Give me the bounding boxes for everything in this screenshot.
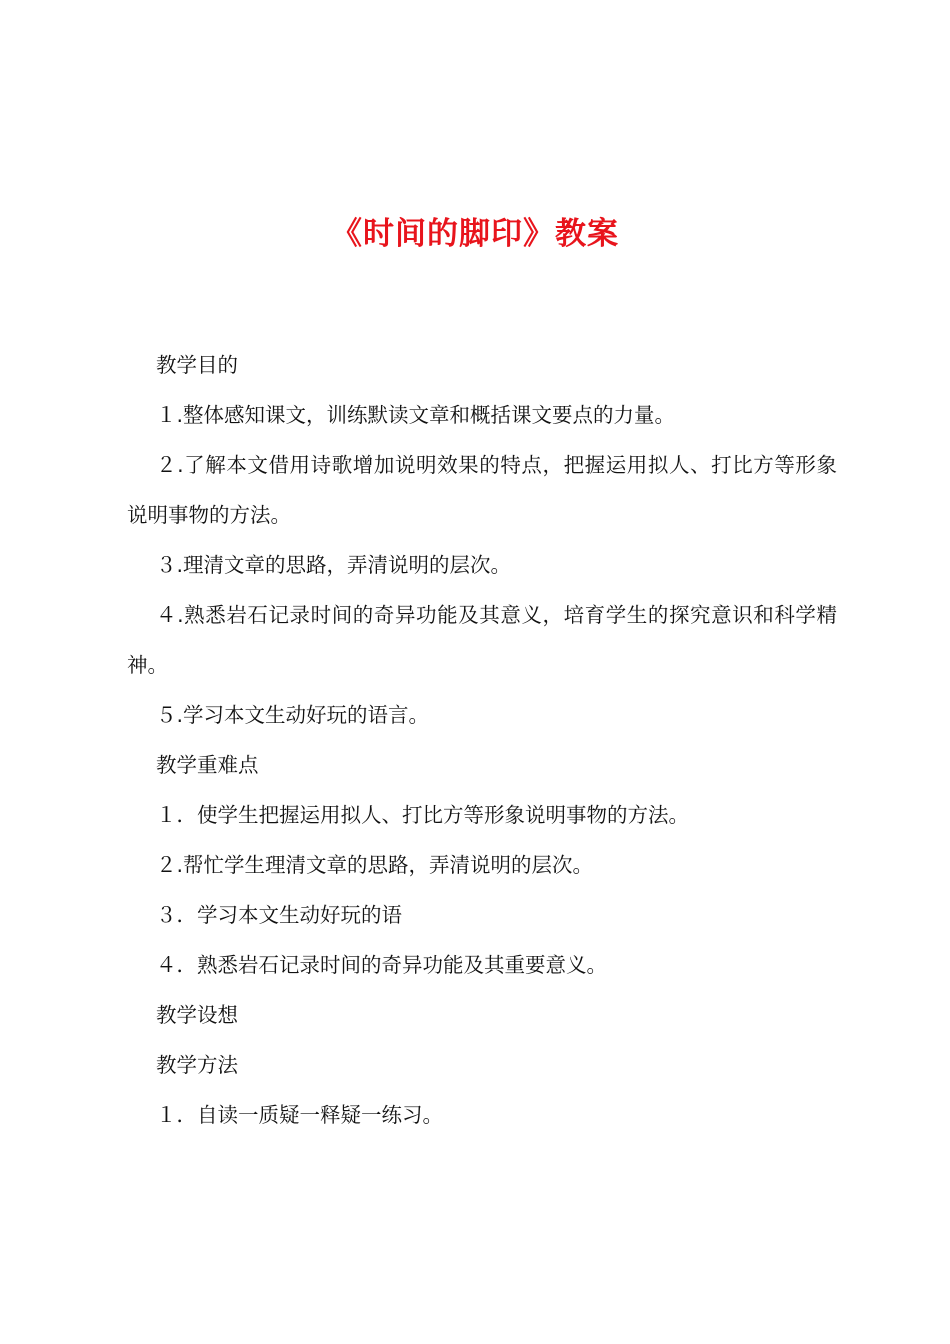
heading-teaching-methods: 教学方法: [156, 1053, 238, 1077]
list-item: １．使学生把握运用拟人、打比方等形象说明事物的方法。: [156, 803, 689, 827]
list-item: １．自读一质疑一释疑一练习。: [156, 1103, 443, 1127]
document-title: 《时间的脚印》教案: [331, 216, 619, 252]
heading-teaching-goals: 教学目的: [156, 353, 238, 377]
list-item: １.整体感知课文，训练默读文章和概括课文要点的力量。: [156, 403, 676, 427]
list-item: ３．学习本文生动好玩的语: [156, 903, 402, 927]
list-item: ２.了解本文借用诗歌增加说明效果的特点，把握运用拟人、打比方等形象说明事物的方法。: [127, 453, 837, 527]
list-item: ３.理清文章的思路，弄清说明的层次。: [156, 553, 512, 577]
heading-teaching-design: 教学设想: [156, 1003, 238, 1027]
document-body: [127, 340, 837, 1140]
list-item: ２.帮忙学生理清文章的思路，弄清说明的层次。: [156, 853, 594, 877]
heading-key-points: 教学重难点: [156, 753, 259, 777]
list-item: ４.熟悉岩石记录时间的奇异功能及其意义，培育学生的探究意识和科学精神。: [127, 603, 837, 677]
list-item: ４．熟悉岩石记录时间的奇异功能及其重要意义。: [156, 953, 607, 977]
list-item: ５.学习本文生动好玩的语言。: [156, 703, 430, 727]
